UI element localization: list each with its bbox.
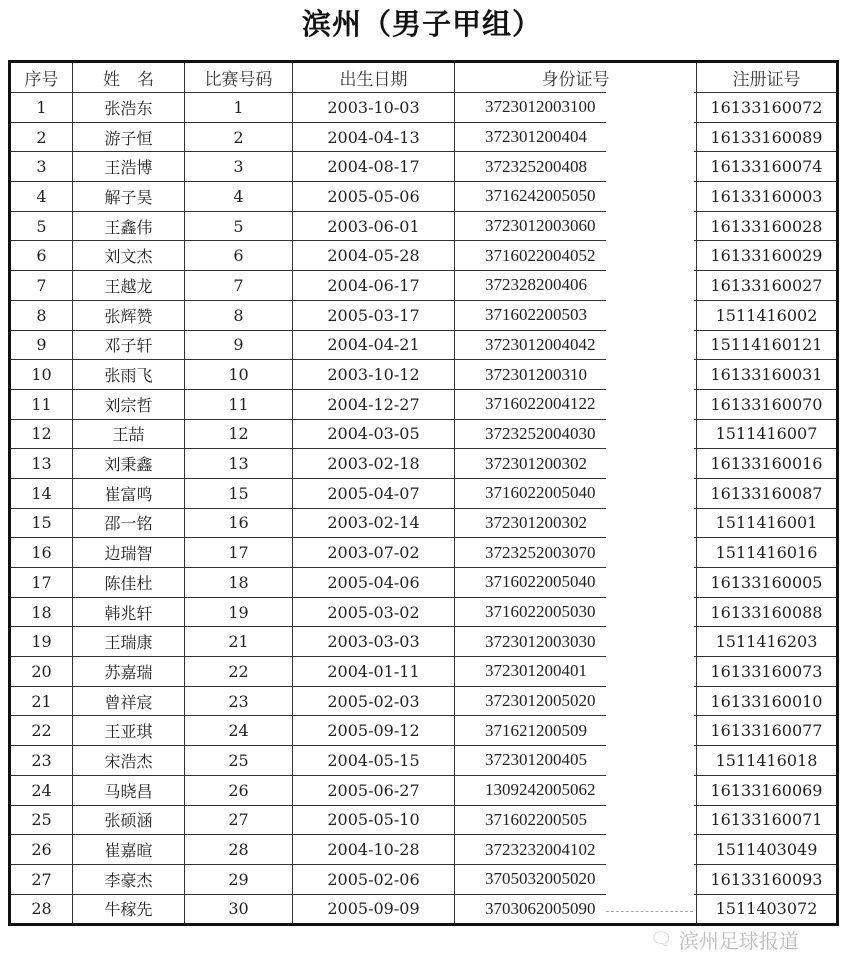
table-row	[10, 538, 838, 568]
row-index: 15	[10, 508, 73, 538]
id-number: 372301200310	[455, 360, 697, 390]
row-index: 16	[10, 538, 73, 568]
header-id-number: 身份证号	[455, 62, 697, 93]
row-index: 1	[10, 93, 73, 123]
table-row	[10, 271, 838, 301]
registration-number: 16133160003	[697, 182, 838, 212]
birth-date: 2005-04-06	[293, 568, 455, 598]
registration-number: 1511416001	[697, 508, 838, 538]
birth-date: 2005-05-06	[293, 182, 455, 212]
birth-date: 2004-04-13	[293, 122, 455, 152]
table-row	[10, 686, 838, 716]
jersey-number: 2	[185, 122, 293, 152]
registration-number: 16133160077	[697, 716, 838, 746]
table-row	[10, 835, 838, 865]
id-number: 372301200404	[455, 122, 697, 152]
id-number: 371602200503	[455, 300, 697, 330]
registration-number: 16133160073	[697, 657, 838, 687]
watermark-text: 滨州足球报道	[678, 929, 799, 953]
table-row	[10, 478, 838, 508]
id-number: 372301200302	[455, 508, 697, 538]
id-number: 1309242005062	[455, 775, 697, 805]
table-row	[10, 805, 838, 835]
player-name: 李豪杰	[73, 864, 185, 894]
id-number: 372301200401	[455, 657, 697, 687]
registration-number: 16133160088	[697, 597, 838, 627]
jersey-number: 25	[185, 746, 293, 776]
row-index: 14	[10, 478, 73, 508]
table-row	[10, 627, 838, 657]
jersey-number: 22	[185, 657, 293, 687]
jersey-number: 1	[185, 93, 293, 123]
id-number: 3723252004030	[455, 419, 697, 449]
registration-number: 16133160010	[697, 686, 838, 716]
player-name: 游子恒	[73, 122, 185, 152]
jersey-number: 19	[185, 597, 293, 627]
row-index: 8	[10, 300, 73, 330]
jersey-number: 4	[185, 182, 293, 212]
row-index: 22	[10, 716, 73, 746]
jersey-number: 15	[185, 478, 293, 508]
jersey-number: 9	[185, 330, 293, 360]
jersey-number: 3	[185, 152, 293, 182]
table-row	[10, 360, 838, 390]
row-index: 9	[10, 330, 73, 360]
player-name: 宋浩杰	[73, 746, 185, 776]
row-index: 23	[10, 746, 73, 776]
id-number: 3723012004042	[455, 330, 697, 360]
registration-number: 1511416016	[697, 538, 838, 568]
row-index: 7	[10, 271, 73, 301]
birth-date: 2005-05-10	[293, 805, 455, 835]
jersey-number: 23	[185, 686, 293, 716]
id-number: 371621200509	[455, 716, 697, 746]
player-name: 王鑫伟	[73, 211, 185, 241]
id-number: 372325200408	[455, 152, 697, 182]
birth-date: 2003-02-18	[293, 449, 455, 479]
header-index: 序号	[10, 62, 73, 93]
id-number: 372328200406	[455, 271, 697, 301]
row-index: 25	[10, 805, 73, 835]
id-number: 3716022004122	[455, 389, 697, 419]
row-index: 12	[10, 419, 73, 449]
player-name: 张浩东	[73, 93, 185, 123]
header-birth-date: 出生日期	[293, 62, 455, 93]
jersey-number: 24	[185, 716, 293, 746]
jersey-number: 7	[185, 271, 293, 301]
jersey-number: 17	[185, 538, 293, 568]
birth-date: 2003-10-03	[293, 93, 455, 123]
table-row	[10, 182, 838, 212]
document-title: 滨州（男子甲组）	[301, 7, 542, 41]
player-name: 王瑞康	[73, 627, 185, 657]
row-index: 10	[10, 360, 73, 390]
birth-date: 2005-03-02	[293, 597, 455, 627]
jersey-number: 21	[185, 627, 293, 657]
table-row	[10, 122, 838, 152]
birth-date: 2005-04-07	[293, 478, 455, 508]
table-row	[10, 746, 838, 776]
birth-date: 2005-09-09	[293, 894, 455, 925]
table-row	[10, 657, 838, 687]
player-name: 解子昊	[73, 182, 185, 212]
birth-date: 2003-07-02	[293, 538, 455, 568]
row-index: 3	[10, 152, 73, 182]
player-name: 苏嘉瑞	[73, 657, 185, 687]
id-number: 372301200405	[455, 746, 697, 776]
id-number: 3723252003070	[455, 538, 697, 568]
player-name: 韩兆轩	[73, 597, 185, 627]
birth-date: 2003-10-12	[293, 360, 455, 390]
registration-number: 16133160071	[697, 805, 838, 835]
header-jersey-number: 比赛号码	[185, 62, 293, 93]
birth-date: 2004-05-15	[293, 746, 455, 776]
registration-number: 16133160028	[697, 211, 838, 241]
roster-table	[8, 60, 839, 926]
jersey-number: 10	[185, 360, 293, 390]
player-name: 崔富鸣	[73, 478, 185, 508]
table-row	[10, 597, 838, 627]
birth-date: 2005-03-17	[293, 300, 455, 330]
player-name: 边瑞智	[73, 538, 185, 568]
table-row	[10, 894, 838, 925]
table-row	[10, 716, 838, 746]
registration-number: 16133160093	[697, 864, 838, 894]
birth-date: 2004-10-28	[293, 835, 455, 865]
player-name: 张辉赞	[73, 300, 185, 330]
birth-date: 2005-02-03	[293, 686, 455, 716]
player-name: 王越龙	[73, 271, 185, 301]
registration-number: 16133160087	[697, 478, 838, 508]
table-header-row	[10, 62, 838, 93]
birth-date: 2005-02-06	[293, 864, 455, 894]
id-number: 372301200302	[455, 449, 697, 479]
row-index: 24	[10, 775, 73, 805]
jersey-number: 6	[185, 241, 293, 271]
player-name: 王喆	[73, 419, 185, 449]
birth-date: 2004-01-11	[293, 657, 455, 687]
jersey-number: 26	[185, 775, 293, 805]
registration-number: 16133160072	[697, 93, 838, 123]
id-number: 3723012003030	[455, 627, 697, 657]
jersey-number: 27	[185, 805, 293, 835]
registration-number: 1511416203	[697, 627, 838, 657]
player-name: 刘秉鑫	[73, 449, 185, 479]
birth-date: 2003-03-03	[293, 627, 455, 657]
id-number: 371602200505	[455, 805, 697, 835]
table-row	[10, 300, 838, 330]
birth-date: 2003-02-14	[293, 508, 455, 538]
table-row	[10, 449, 838, 479]
row-index: 6	[10, 241, 73, 271]
registration-number: 16133160089	[697, 122, 838, 152]
registration-number: 16133160070	[697, 389, 838, 419]
registration-number: 16133160005	[697, 568, 838, 598]
birth-date: 2004-08-17	[293, 152, 455, 182]
watermark	[650, 925, 799, 954]
row-index: 18	[10, 597, 73, 627]
player-name: 张雨飞	[73, 360, 185, 390]
table-row	[10, 508, 838, 538]
jersey-number: 5	[185, 211, 293, 241]
registration-number: 1511416018	[697, 746, 838, 776]
birth-date: 2004-12-27	[293, 389, 455, 419]
jersey-number: 12	[185, 419, 293, 449]
player-name: 马晓昌	[73, 775, 185, 805]
registration-number: 16133160069	[697, 775, 838, 805]
id-number: 3716022005040	[455, 568, 697, 598]
jersey-number: 28	[185, 835, 293, 865]
row-index: 20	[10, 657, 73, 687]
player-name: 王浩博	[73, 152, 185, 182]
id-number: 3705032005020	[455, 864, 697, 894]
registration-number: 16133160029	[697, 241, 838, 271]
jersey-number: 13	[185, 449, 293, 479]
table-row	[10, 93, 838, 123]
player-name: 牛稼先	[73, 894, 185, 925]
table-row	[10, 389, 838, 419]
player-name: 刘宗哲	[73, 389, 185, 419]
jersey-number: 18	[185, 568, 293, 598]
birth-date: 2004-03-05	[293, 419, 455, 449]
birth-date: 2004-04-21	[293, 330, 455, 360]
player-name: 陈佳杜	[73, 568, 185, 598]
registration-number: 16133160016	[697, 449, 838, 479]
row-index: 26	[10, 835, 73, 865]
row-index: 5	[10, 211, 73, 241]
table-row	[10, 152, 838, 182]
id-number: 3716022005030	[455, 597, 697, 627]
id-number: 3723232004102	[455, 835, 697, 865]
id-number: 3716022004052	[455, 241, 697, 271]
redaction-edge	[606, 911, 693, 912]
row-index: 4	[10, 182, 73, 212]
row-index: 13	[10, 449, 73, 479]
registration-number: 1511416007	[697, 419, 838, 449]
jersey-number: 16	[185, 508, 293, 538]
table-row	[10, 211, 838, 241]
id-number: 3703062005090	[455, 894, 697, 925]
row-index: 19	[10, 627, 73, 657]
table-row	[10, 775, 838, 805]
table-row	[10, 419, 838, 449]
row-index: 11	[10, 389, 73, 419]
player-name: 曾祥宸	[73, 686, 185, 716]
jersey-number: 29	[185, 864, 293, 894]
registration-number: 1511403072	[697, 894, 838, 925]
id-number: 3716242005050	[455, 182, 697, 212]
birth-date: 2003-06-01	[293, 211, 455, 241]
birth-date: 2004-06-17	[293, 271, 455, 301]
id-number: 3716022005040	[455, 478, 697, 508]
table-body	[10, 93, 838, 925]
header-registration-number: 注册证号	[697, 62, 838, 93]
registration-number: 16133160031	[697, 360, 838, 390]
table-row	[10, 568, 838, 598]
row-index: 27	[10, 864, 73, 894]
table-row	[10, 241, 838, 271]
row-index: 17	[10, 568, 73, 598]
redaction-mask	[606, 91, 694, 908]
jersey-number: 30	[185, 894, 293, 925]
table-row	[10, 864, 838, 894]
player-name: 崔嘉暄	[73, 835, 185, 865]
birth-date: 2004-05-28	[293, 241, 455, 271]
jersey-number: 8	[185, 300, 293, 330]
registration-number: 1511403049	[697, 835, 838, 865]
registration-number: 16133160074	[697, 152, 838, 182]
id-number: 3723012003060	[455, 211, 697, 241]
table-row	[10, 330, 838, 360]
row-index: 28	[10, 894, 73, 925]
registration-number: 15114160121	[697, 330, 838, 360]
birth-date: 2005-06-27	[293, 775, 455, 805]
birth-date: 2005-09-12	[293, 716, 455, 746]
row-index: 21	[10, 686, 73, 716]
player-name: 张硕涵	[73, 805, 185, 835]
player-name: 邓子轩	[73, 330, 185, 360]
registration-number: 1511416002	[697, 300, 838, 330]
row-index: 2	[10, 122, 73, 152]
id-number: 3723012005020	[455, 686, 697, 716]
player-name: 邵一铭	[73, 508, 185, 538]
id-number: 3723012003100	[455, 93, 697, 123]
header-name: 姓 名	[73, 62, 185, 93]
wechat-icon: 🗨	[650, 929, 673, 950]
player-name: 刘文杰	[73, 241, 185, 271]
player-name: 王亚琪	[73, 716, 185, 746]
jersey-number: 11	[185, 389, 293, 419]
registration-number: 16133160027	[697, 271, 838, 301]
